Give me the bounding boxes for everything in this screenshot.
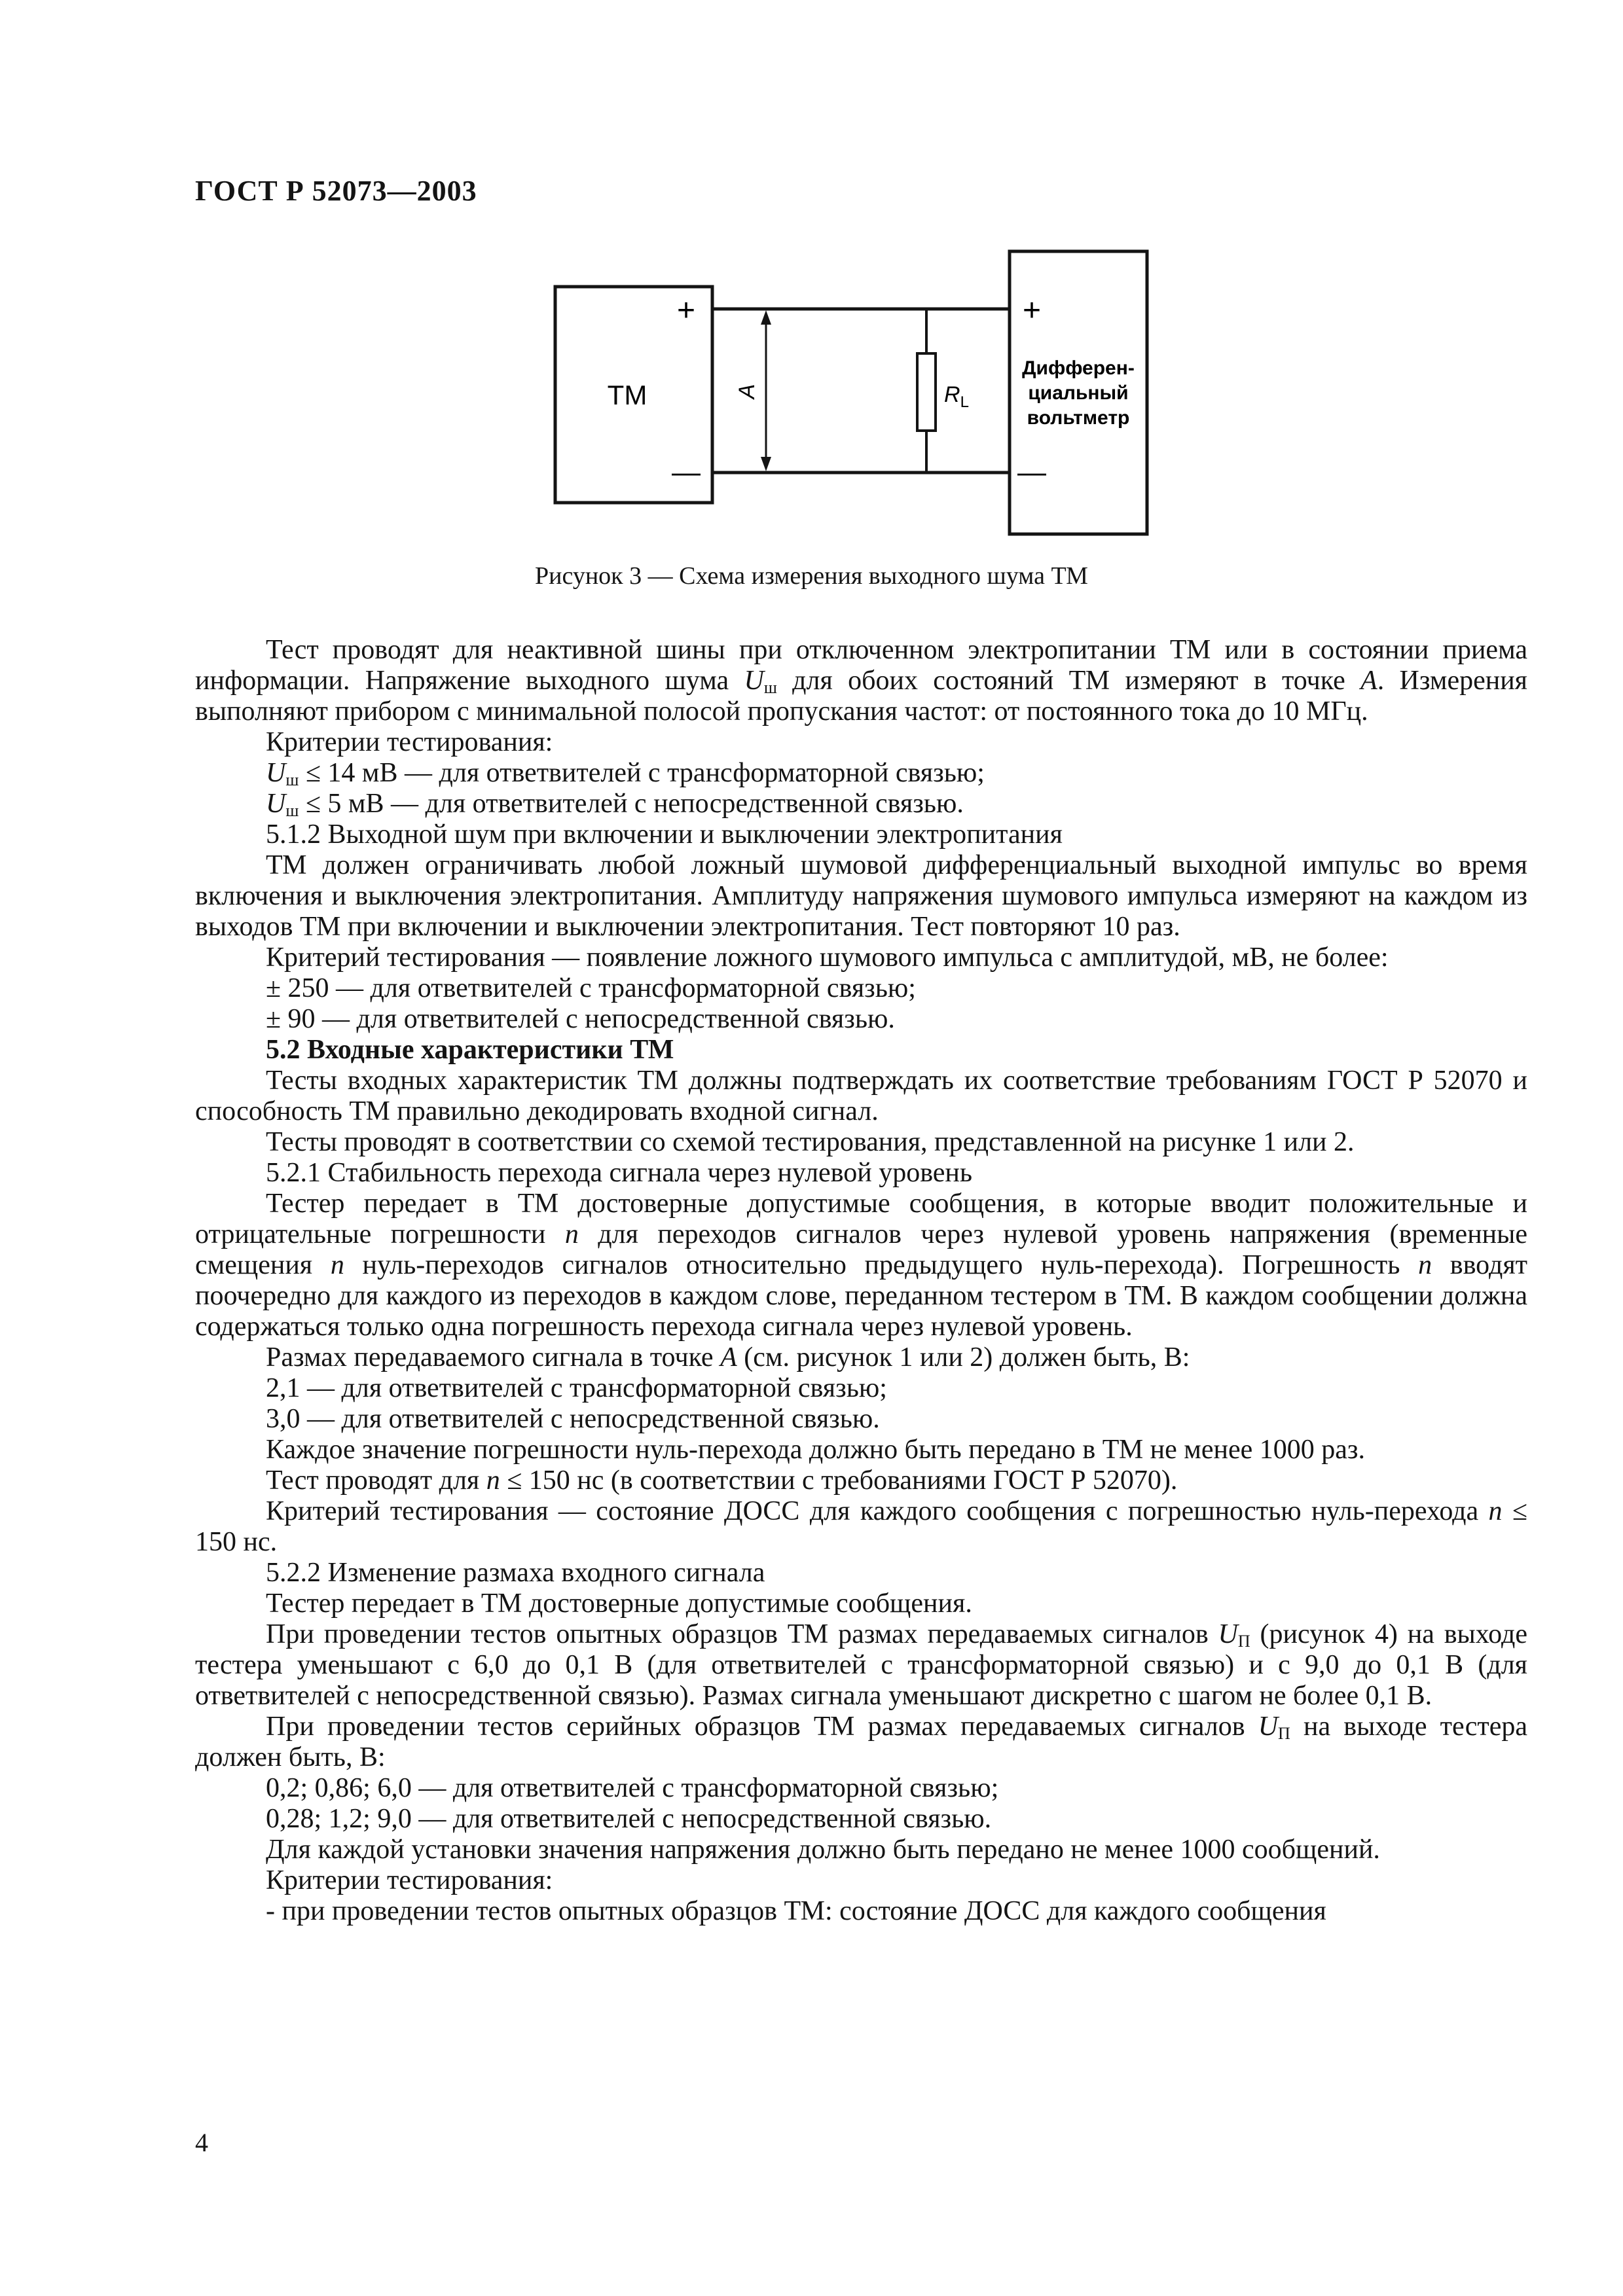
paragraph: - при проведении тестов опытных образцов ТМ: состояние ДОСС для каждого сообщения — [266, 1896, 1326, 1926]
point-a-label: A — [735, 384, 759, 399]
measure-arrow-head-top — [761, 310, 771, 325]
voltmeter-label-line2: циальный — [1028, 382, 1129, 404]
tm-label: ТМ — [607, 380, 647, 410]
paragraph: При проведении тестов опытных образцов ТМ размах передаваемых сигналов $U_П$ (рисунок 4) на выходе тестера уменьшают с 6,0 до 0,1 В (для ответвителей с трансформаторной связью) и с 9,0 до 0,1 В (для ответвителей с непосредственной связью). Размах сигнала уменьшают дискретно с шагом не более 0,1 В. — [195, 1619, 1527, 1711]
paragraph: ± 90 — для ответвителей с непосредственной связью. — [266, 1004, 895, 1034]
voltmeter-minus-terminal: — — [1017, 456, 1046, 488]
paragraph: Критерии тестирования: — [266, 1865, 553, 1895]
subsection-heading: 5.2.1 Стабильность перехода сигнала через нулевой уровень — [266, 1158, 973, 1188]
paragraph: Тестер передает в ТМ достоверные допустимые сообщения, в которые вводит положительные и отрицательные погрешности n для переходов сигналов через нулевой уровень напряжения (временные смещения n нуль-переходов сигналов относительно предыдущего нуль-перехода). Погрешность n вводят поочередно для каждого из переходов в каждом слове, переданном тестером в ТМ. В каждом сообщении должна содержаться только одна погрешность перехода сигнала через нулевой уровень. — [195, 1189, 1528, 1342]
paragraph: Тесты проводят в соответствии со схемой тестирования, представленной на рисунке 1 или 2. — [266, 1127, 1355, 1157]
subsection-heading: 5.2.2 Изменение размаха входного сигнала — [266, 1558, 765, 1588]
body-text — [195, 635, 1527, 1927]
paragraph: ТМ должен ограничивать любой ложный шумовой дифференциальный выходной импульс во время включения и выключения электропитания. Амплитуду напряжения шумового импульса измеряют на каждом из выходов ТМ при включении и выключении электропитания. Тест повторяют 10 раз. — [195, 850, 1527, 942]
paragraph: $U_ш \le 14$ мВ — для ответвителей с трансформаторной связью; — [266, 758, 985, 789]
paragraph: 0,2; 0,86; 6,0 — для ответвителей с трансформаторной связью; — [266, 1773, 999, 1803]
section-heading: 5.2 Входные характеристики ТМ — [266, 1035, 674, 1065]
paragraph: Тест проводят для n ≤ 150 нс (в соответствии с требованиями ГОСТ Р 52070). — [266, 1465, 1178, 1496]
paragraph: Для каждой установки значения напряжения должно быть передано не менее 1000 сообщений. — [266, 1835, 1380, 1865]
subsection-heading: 5.1.2 Выходной шум при включении и выключении электропитания — [266, 819, 1063, 850]
page-number: 4 — [195, 2128, 208, 2157]
paragraph: Тестер передает в ТМ достоверные допустимые сообщения. — [266, 1588, 972, 1619]
figure-caption: Рисунок 3 — Схема измерения выходного шума ТМ — [535, 562, 1088, 590]
tm-plus-terminal: + — [676, 293, 696, 328]
diagram-svg — [550, 249, 1152, 537]
paragraph: Тест проводят для неактивной шины при отключенном электропитании ТМ или в состоянии приема информации. Напряжение выходного шума $U_ш$ для обоих состояний ТМ измеряют в точке A. Измерения выполняют прибором с минимальной полосой пропускания частот: от постоянного тока до 10 МГц. — [195, 635, 1528, 726]
voltmeter-plus-terminal: + — [1022, 293, 1042, 328]
paragraph: 0,28; 1,2; 9,0 — для ответвителей с непосредственной связью. — [266, 1804, 992, 1834]
document-header: ГОСТ Р 52073—2003 — [195, 175, 477, 207]
voltmeter-label-line1: Дифферен- — [1022, 357, 1135, 379]
paragraph: Критерии тестирования: — [266, 727, 553, 757]
paragraph: Тесты входных характеристик ТМ должны подтверждать их соответствие требованиям ГОСТ Р 52070 и способность ТМ правильно декодировать входной сигнал. — [195, 1066, 1527, 1126]
paragraph: При проведении тестов серийных образцов ТМ размах передаваемых сигналов $U_П$ на выходе тестера должен быть, В: — [195, 1712, 1527, 1772]
paragraph: Критерий тестирования — появление ложного шумового импульса с амплитудой, мВ, не более: — [266, 942, 1389, 973]
paragraph: Критерий тестирования — состояние ДОСС для каждого сообщения с погрешностью нуль-перехода n ≤ 150 нс. — [195, 1496, 1527, 1557]
paragraph: Размах передаваемого сигнала в точке A (см. рисунок 1 или 2) должен быть, В: — [266, 1342, 1190, 1372]
tm-minus-terminal: — — [672, 456, 701, 488]
paragraph: $U_ш \le 5$ мВ — для ответвителей с непосредственной связью. — [266, 789, 964, 820]
paragraph: 3,0 — для ответвителей с непосредственной связью. — [266, 1404, 880, 1434]
resistor-label: $R_L$ — [944, 382, 969, 411]
paragraph: 2,1 — для ответвителей с трансформаторной связью; — [266, 1373, 887, 1403]
voltmeter-label-line3: вольтметр — [1027, 407, 1130, 429]
measure-arrow-head-bottom — [761, 457, 771, 471]
paragraph: Каждое значение погрешности нуль-перехода должно быть передано в ТМ не менее 1000 раз. — [266, 1435, 1366, 1465]
measurement-diagram — [550, 249, 1152, 537]
resistor-rl — [917, 353, 936, 431]
paragraph: ± 250 — для ответвителей с трансформаторной связью; — [266, 973, 916, 1003]
